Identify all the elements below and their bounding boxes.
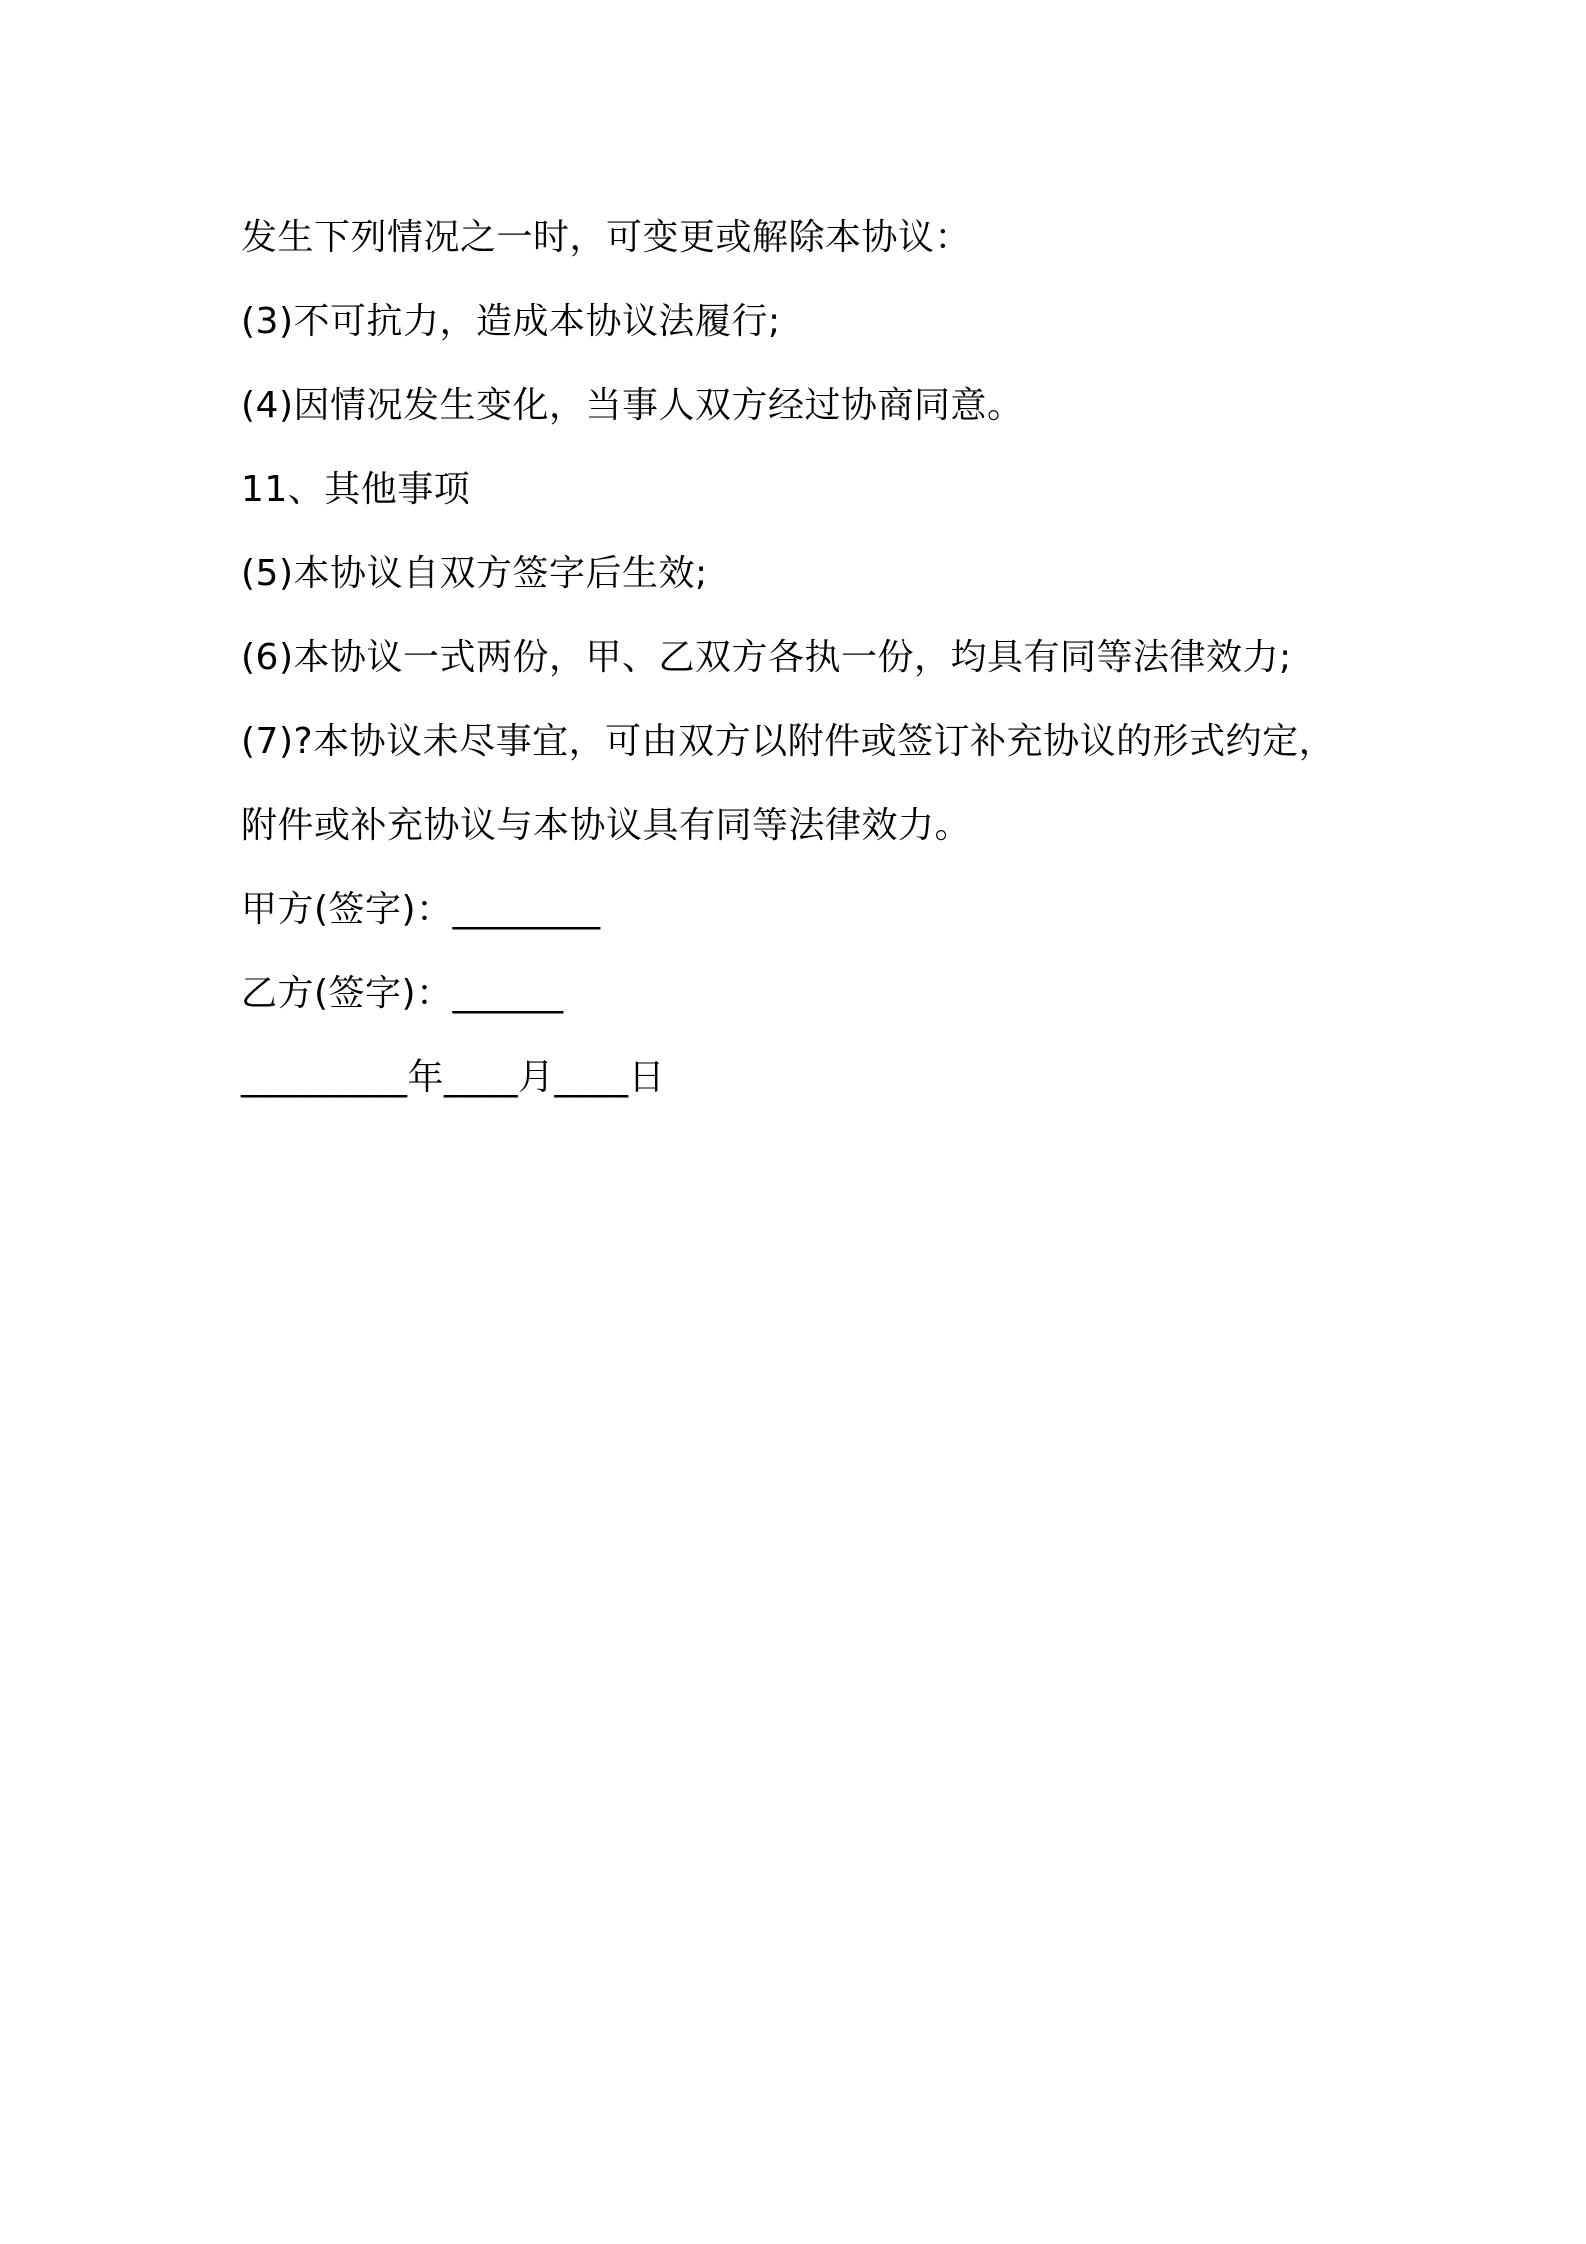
document-body (241, 196, 1381, 1120)
clause-item-6: (6)本协议一式两份，甲、乙双方各执一份，均具有同等法律效力; (241, 637, 1292, 678)
clause-item-7-continued: 附件或补充协议与本协议具有同等法律效力。 (241, 805, 972, 846)
signing-date: _________年____月____日 (241, 1057, 665, 1098)
clause-item-4: (4)因情况发生变化，当事人双方经过协商同意。 (241, 385, 1024, 426)
section-heading-other-matters: 11、其他事项 (241, 469, 471, 510)
clause-item-3: (3)不可抗力，造成本协议法履行; (241, 301, 781, 342)
clause-intro: 发生下列情况之一时，可变更或解除本协议： (241, 217, 972, 258)
clause-item-5: (5)本协议自双方签字后生效; (241, 553, 708, 594)
party-a-signature: 甲方(签字)：________ (241, 889, 601, 930)
party-b-signature: 乙方(签字)：______ (241, 973, 564, 1014)
clause-item-7: (7)?本协议未尽事宜，可由双方以附件或签订补充协议的形式约定， (241, 721, 1336, 762)
